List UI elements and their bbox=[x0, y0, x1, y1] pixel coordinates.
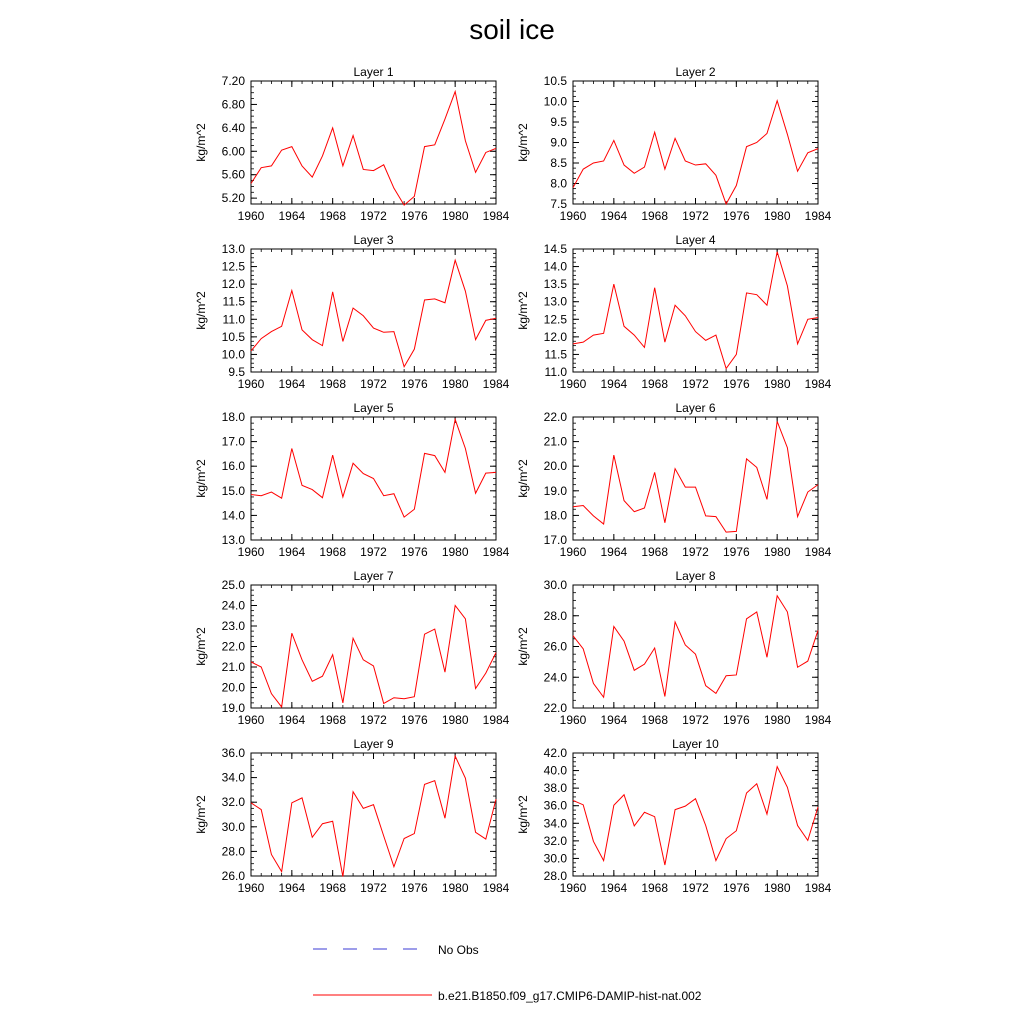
x-tick-label: 1960 bbox=[237, 545, 265, 559]
x-tick-label: 1984 bbox=[804, 713, 832, 727]
y-tick-label: 8.5 bbox=[550, 156, 567, 170]
y-axis-label: kg/m^2 bbox=[516, 123, 530, 162]
panel-layer-5 bbox=[194, 401, 510, 559]
series-line bbox=[573, 596, 818, 697]
y-tick-label: 9.5 bbox=[228, 365, 245, 379]
panel-layer-7 bbox=[194, 569, 510, 727]
y-axis-label: kg/m^2 bbox=[194, 459, 208, 498]
y-tick-label: 6.00 bbox=[221, 144, 245, 159]
plot-frame bbox=[251, 249, 496, 372]
x-tick-label: 1980 bbox=[441, 713, 469, 727]
y-tick-label: 15.0 bbox=[221, 483, 245, 498]
plot-frame bbox=[251, 753, 496, 876]
legend bbox=[313, 943, 702, 1003]
x-tick-label: 1980 bbox=[763, 713, 791, 727]
x-tick-label: 1960 bbox=[237, 881, 265, 895]
y-tick-label: 20.0 bbox=[543, 459, 567, 474]
x-tick-label: 1968 bbox=[319, 881, 347, 895]
y-tick-label: 13.0 bbox=[221, 533, 245, 547]
figure-title: soil ice bbox=[469, 14, 555, 45]
x-tick-label: 1976 bbox=[400, 881, 428, 895]
y-tick-label: 5.20 bbox=[221, 191, 245, 206]
x-tick-label: 1972 bbox=[682, 881, 709, 895]
y-tick-label: 24.0 bbox=[543, 670, 567, 685]
y-tick-label: 30.0 bbox=[221, 819, 245, 834]
x-tick-label: 1968 bbox=[319, 377, 347, 391]
x-tick-label: 1980 bbox=[441, 209, 469, 223]
x-tick-label: 1980 bbox=[763, 881, 791, 895]
x-tick-label: 1964 bbox=[278, 545, 306, 559]
y-tick-label: 12.0 bbox=[221, 277, 245, 292]
series-line bbox=[251, 92, 496, 206]
legend-model-label: b.e21.B1850.f09_g17.CMIP6-DAMIP-hist-nat.002 bbox=[438, 989, 702, 1003]
y-tick-label: 14.0 bbox=[221, 508, 245, 523]
x-tick-label: 1980 bbox=[763, 209, 791, 223]
plot-frame bbox=[251, 81, 496, 204]
x-tick-label: 1972 bbox=[360, 209, 387, 223]
series-line bbox=[573, 101, 818, 204]
y-tick-label: 19.0 bbox=[543, 483, 567, 498]
x-tick-label: 1964 bbox=[600, 881, 628, 895]
y-axis-label: kg/m^2 bbox=[516, 459, 530, 498]
x-tick-label: 1960 bbox=[559, 713, 587, 727]
x-tick-label: 1976 bbox=[722, 377, 750, 391]
y-tick-label: 24.0 bbox=[221, 598, 245, 613]
x-tick-label: 1984 bbox=[804, 545, 832, 559]
y-axis-label: kg/m^2 bbox=[516, 795, 530, 834]
y-tick-label: 18.0 bbox=[543, 508, 567, 523]
x-tick-label: 1964 bbox=[278, 377, 306, 391]
y-tick-label: 5.60 bbox=[221, 167, 245, 182]
x-tick-label: 1968 bbox=[641, 881, 669, 895]
panel-layer-2 bbox=[516, 65, 832, 223]
y-axis-label: kg/m^2 bbox=[194, 795, 208, 834]
panel-layer-3 bbox=[194, 233, 510, 391]
y-tick-label: 30.0 bbox=[543, 851, 567, 866]
y-tick-label: 11.5 bbox=[222, 294, 245, 309]
y-tick-label: 16.0 bbox=[221, 459, 245, 474]
panel-title: Layer 1 bbox=[353, 65, 394, 79]
series-line bbox=[573, 421, 818, 532]
x-tick-label: 1976 bbox=[722, 881, 750, 895]
x-tick-label: 1960 bbox=[559, 377, 587, 391]
x-tick-label: 1968 bbox=[319, 713, 347, 727]
y-tick-label: 12.0 bbox=[543, 329, 567, 344]
y-tick-label: 19.0 bbox=[221, 701, 245, 715]
x-tick-label: 1968 bbox=[319, 545, 347, 559]
y-axis-label: kg/m^2 bbox=[516, 627, 530, 666]
x-tick-label: 1976 bbox=[400, 713, 428, 727]
y-axis-label: kg/m^2 bbox=[516, 291, 530, 330]
y-tick-label: 12.5 bbox=[221, 259, 245, 274]
x-tick-label: 1972 bbox=[682, 377, 709, 391]
y-tick-label: 20.0 bbox=[221, 680, 245, 695]
panel-layer-9 bbox=[194, 737, 510, 895]
panel-title: Layer 5 bbox=[353, 401, 394, 415]
x-tick-label: 1984 bbox=[482, 881, 510, 895]
y-tick-label: 10.5 bbox=[543, 74, 567, 88]
x-tick-label: 1960 bbox=[237, 713, 265, 727]
x-tick-label: 1964 bbox=[278, 713, 306, 727]
y-tick-label: 11.0 bbox=[544, 365, 567, 379]
y-tick-label: 26.0 bbox=[543, 639, 567, 654]
y-tick-label: 34.0 bbox=[543, 816, 567, 831]
y-tick-label: 10.0 bbox=[221, 347, 245, 362]
plot-frame bbox=[573, 81, 818, 204]
y-tick-label: 36.0 bbox=[221, 746, 245, 760]
x-tick-label: 1984 bbox=[482, 545, 510, 559]
y-tick-label: 12.5 bbox=[543, 312, 567, 327]
legend-obs-label: No Obs bbox=[438, 943, 479, 957]
y-tick-label: 38.0 bbox=[543, 781, 567, 796]
series-line bbox=[573, 252, 818, 369]
y-tick-label: 28.0 bbox=[543, 869, 567, 883]
x-tick-label: 1980 bbox=[441, 881, 469, 895]
y-tick-label: 13.0 bbox=[221, 242, 245, 256]
x-tick-label: 1976 bbox=[722, 209, 750, 223]
x-tick-label: 1960 bbox=[559, 209, 587, 223]
y-axis-label: kg/m^2 bbox=[194, 123, 208, 162]
x-tick-label: 1984 bbox=[482, 209, 510, 223]
y-tick-label: 17.0 bbox=[221, 434, 245, 449]
x-tick-label: 1976 bbox=[400, 545, 428, 559]
y-tick-label: 32.0 bbox=[221, 795, 245, 810]
x-tick-label: 1960 bbox=[237, 377, 265, 391]
y-tick-label: 40.0 bbox=[543, 763, 567, 778]
y-tick-label: 13.5 bbox=[543, 277, 567, 292]
y-tick-label: 36.0 bbox=[543, 798, 567, 813]
plot-frame bbox=[573, 417, 818, 540]
x-tick-label: 1984 bbox=[804, 881, 832, 895]
y-tick-label: 25.0 bbox=[221, 578, 245, 592]
panel-title: Layer 10 bbox=[672, 737, 719, 751]
x-tick-label: 1964 bbox=[278, 209, 306, 223]
x-tick-label: 1976 bbox=[722, 713, 750, 727]
series-line bbox=[573, 767, 818, 865]
x-tick-label: 1980 bbox=[763, 377, 791, 391]
x-tick-label: 1964 bbox=[600, 377, 628, 391]
x-tick-label: 1972 bbox=[682, 713, 709, 727]
y-tick-label: 14.0 bbox=[543, 259, 567, 274]
y-tick-label: 11.5 bbox=[544, 347, 567, 362]
panel-layer-1 bbox=[194, 65, 510, 223]
panel-layer-10 bbox=[516, 737, 832, 895]
y-tick-label: 10.5 bbox=[221, 329, 245, 344]
x-tick-label: 1964 bbox=[600, 209, 628, 223]
panel-title: Layer 4 bbox=[675, 233, 716, 247]
x-tick-label: 1976 bbox=[400, 209, 428, 223]
y-tick-label: 28.0 bbox=[543, 608, 567, 623]
y-tick-label: 6.40 bbox=[221, 120, 245, 135]
y-tick-label: 22.0 bbox=[543, 410, 567, 424]
panel-title: Layer 7 bbox=[353, 569, 394, 583]
y-tick-label: 7.20 bbox=[221, 74, 245, 88]
panel-title: Layer 9 bbox=[353, 737, 394, 751]
y-tick-label: 7.5 bbox=[550, 197, 567, 211]
y-tick-label: 21.0 bbox=[221, 660, 245, 674]
y-tick-label: 13.0 bbox=[543, 294, 567, 309]
y-tick-label: 11.0 bbox=[222, 312, 245, 327]
x-tick-label: 1968 bbox=[641, 377, 669, 391]
x-tick-label: 1968 bbox=[641, 713, 669, 727]
x-tick-label: 1980 bbox=[441, 377, 469, 391]
x-tick-label: 1976 bbox=[400, 377, 428, 391]
y-tick-label: 34.0 bbox=[221, 770, 245, 785]
y-tick-label: 22.0 bbox=[543, 701, 567, 715]
x-tick-label: 1972 bbox=[682, 545, 709, 559]
panel-layer-6 bbox=[516, 401, 832, 559]
plot-frame bbox=[573, 585, 818, 708]
y-tick-label: 8.0 bbox=[550, 176, 567, 191]
x-tick-label: 1980 bbox=[763, 545, 791, 559]
y-tick-label: 17.0 bbox=[543, 533, 567, 547]
plot-frame bbox=[573, 753, 818, 876]
x-tick-label: 1960 bbox=[559, 881, 587, 895]
x-tick-label: 1980 bbox=[441, 545, 469, 559]
x-tick-label: 1976 bbox=[722, 545, 750, 559]
x-tick-label: 1968 bbox=[641, 209, 669, 223]
y-tick-label: 30.0 bbox=[543, 578, 567, 592]
x-tick-label: 1984 bbox=[804, 377, 832, 391]
y-tick-label: 21.0 bbox=[543, 434, 567, 449]
panel-title: Layer 8 bbox=[675, 569, 716, 583]
x-tick-label: 1972 bbox=[360, 713, 387, 727]
x-tick-label: 1964 bbox=[278, 881, 306, 895]
x-tick-label: 1968 bbox=[641, 545, 669, 559]
x-tick-label: 1972 bbox=[682, 209, 709, 223]
series-line bbox=[251, 419, 496, 517]
panel-title: Layer 6 bbox=[675, 401, 716, 415]
y-tick-label: 10.0 bbox=[543, 94, 567, 109]
y-tick-label: 14.5 bbox=[543, 242, 567, 256]
x-tick-label: 1960 bbox=[559, 545, 587, 559]
x-tick-label: 1984 bbox=[482, 377, 510, 391]
y-axis-label: kg/m^2 bbox=[194, 627, 208, 666]
y-tick-label: 42.0 bbox=[543, 746, 567, 760]
series-line bbox=[251, 756, 496, 877]
y-tick-label: 18.0 bbox=[221, 410, 245, 424]
series-line bbox=[251, 606, 496, 707]
x-tick-label: 1960 bbox=[237, 209, 265, 223]
series-line bbox=[251, 260, 496, 366]
panel-title: Layer 2 bbox=[675, 65, 716, 79]
x-tick-label: 1972 bbox=[360, 881, 387, 895]
y-tick-label: 9.0 bbox=[550, 135, 567, 150]
x-tick-label: 1968 bbox=[319, 209, 347, 223]
x-tick-label: 1972 bbox=[360, 545, 387, 559]
y-tick-label: 23.0 bbox=[221, 619, 245, 633]
y-tick-label: 26.0 bbox=[221, 869, 245, 883]
y-tick-label: 9.5 bbox=[550, 115, 567, 129]
panel-title: Layer 3 bbox=[353, 233, 394, 247]
panel-layer-4 bbox=[516, 233, 832, 391]
x-tick-label: 1972 bbox=[360, 377, 387, 391]
x-tick-label: 1964 bbox=[600, 713, 628, 727]
y-axis-label: kg/m^2 bbox=[194, 291, 208, 330]
y-tick-label: 28.0 bbox=[221, 844, 245, 859]
plot-frame bbox=[251, 585, 496, 708]
x-tick-label: 1984 bbox=[482, 713, 510, 727]
y-tick-label: 6.80 bbox=[221, 97, 245, 112]
panel-layer-8 bbox=[516, 569, 832, 727]
y-tick-label: 22.0 bbox=[221, 639, 245, 654]
plot-frame bbox=[573, 249, 818, 372]
x-tick-label: 1964 bbox=[600, 545, 628, 559]
x-tick-label: 1984 bbox=[804, 209, 832, 223]
y-tick-label: 32.0 bbox=[543, 833, 567, 848]
